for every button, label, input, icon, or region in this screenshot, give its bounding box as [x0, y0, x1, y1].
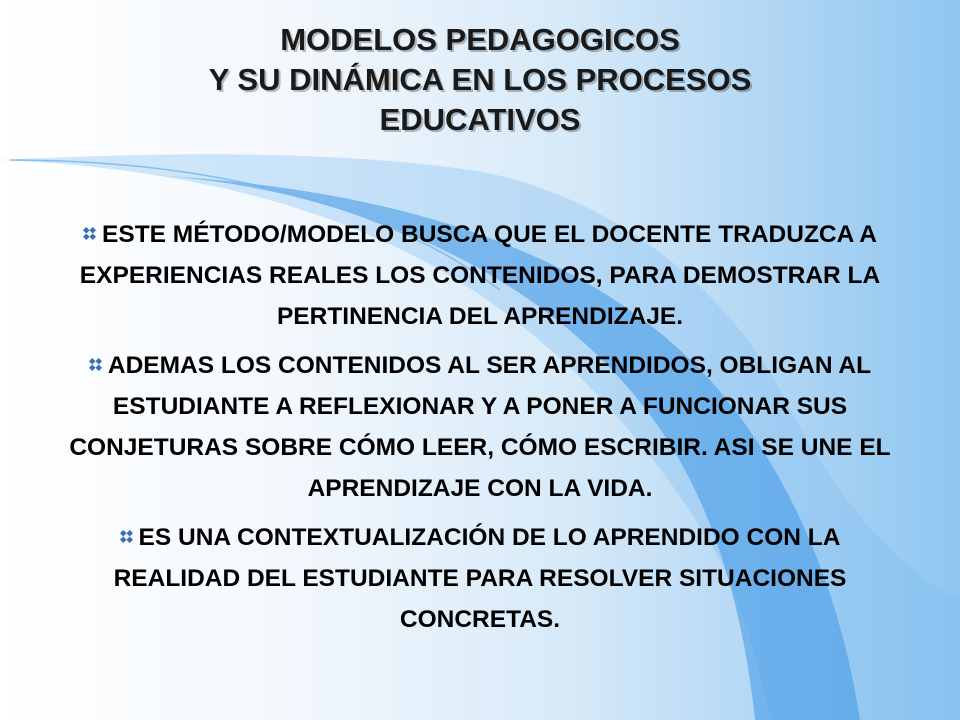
- slide-title: [150, 20, 810, 140]
- title-line: MODELOS PEDAGOGICOS: [280, 22, 680, 57]
- title-line: EDUCATIVOS: [379, 102, 581, 137]
- diamond-bullet-icon: [120, 530, 133, 543]
- diamond-bullet-icon: [89, 358, 102, 371]
- bullet-item: [55, 517, 905, 640]
- bullet-list: [55, 214, 905, 648]
- bullet-item: [55, 214, 905, 337]
- bullet-text: ES UNA CONTEXTUALIZACIÓN DE LO APRENDIDO CON LA REALIDAD DEL ESTUDIANTE PARA RESOLVER SITUACIONES CONCRETAS.: [113, 524, 847, 633]
- bullet-text: ADEMAS LOS CONTENIDOS AL SER APRENDIDOS, OBLIGAN AL ESTUDIANTE A REFLEXIONAR Y A PONER A FUNCIONAR SUS CONJETURAS SOBRE CÓMO LEER, CÓMO ESCRIBIR. ASI SE UNE EL APRENDIZAJE CON LA VIDA.: [69, 352, 891, 502]
- bullet-item: [55, 345, 905, 509]
- bullet-text: ESTE MÉTODO/MODELO BUSCA QUE EL DOCENTE TRADUZCA A EXPERIENCIAS REALES LOS CONTENIDOS, PARA DEMOSTRAR LA PERTINENCIA DEL APRENDIZAJE.: [79, 221, 881, 330]
- diamond-bullet-icon: [83, 227, 96, 240]
- title-line: Y SU DINÁMICA EN LOS PROCESOS: [208, 62, 752, 97]
